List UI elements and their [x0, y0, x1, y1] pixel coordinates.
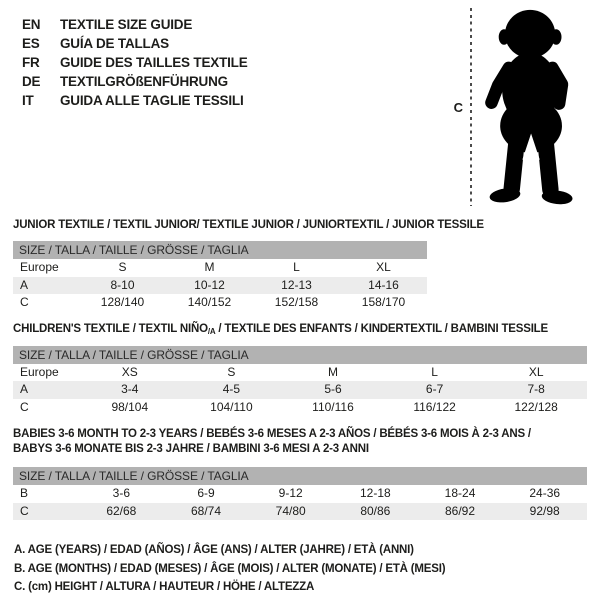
value-cell: 3-6	[112, 486, 130, 500]
header	[13, 0, 587, 205]
row-label: Europe	[20, 364, 59, 379]
size-header-band: SIZE / TALLA / TAILLE / GRÖSSE / TAGLIA	[13, 346, 587, 364]
row-label: A	[20, 382, 29, 396]
language-row-de	[22, 72, 248, 91]
value-cell: 116/122	[413, 399, 456, 414]
language-text: TEXTILE SIZE GUIDE	[60, 17, 193, 32]
table-row-europe	[13, 259, 427, 277]
table-row-age	[13, 381, 587, 399]
value-cell: 6-7	[425, 382, 444, 396]
language-text: TEXTILGRÖßENFÜHRUNG	[60, 74, 228, 89]
size-header-band: SIZE / TALLA / TAILLE / GRÖSSE / TAGLIA	[13, 241, 427, 259]
table-row-age	[13, 277, 427, 295]
title-line-2: BABYS 3-6 MONATE BIS 2-3 JAHRE / BAMBINI 3-6 MESI A 2-3 ANNI	[13, 443, 369, 455]
section-babies-title	[13, 427, 587, 457]
language-text: GUIDA ALLE TAGLIE TESSILI	[60, 93, 244, 108]
language-code: IT	[22, 93, 34, 108]
language-row-en	[22, 15, 248, 34]
language-text: GUIDE DES TAILLES TEXTILE	[60, 55, 248, 70]
value-cell: 98/104	[111, 399, 149, 414]
value-cell: 62/68	[106, 503, 137, 518]
value-cell: 12-18	[360, 486, 391, 500]
value-cell: 12-13	[281, 277, 312, 292]
value-cell: 14-16	[368, 277, 399, 292]
language-text: GUÍA DE TALLAS	[60, 36, 169, 51]
value-cell: 5-6	[324, 382, 342, 396]
language-row-it	[22, 91, 248, 110]
size-cell: S	[227, 364, 236, 379]
value-cell: 4-5	[222, 382, 241, 396]
size-cell: L	[293, 260, 300, 274]
language-code: DE	[22, 74, 41, 89]
value-cell: 104/110	[210, 399, 253, 414]
row-label: B	[20, 486, 29, 500]
children-size-table	[13, 346, 587, 417]
size-header-band: SIZE / TALLA / TAILLE / GRÖSSE / TAGLIA	[13, 467, 587, 485]
value-cell: 18-24	[444, 486, 476, 500]
value-cell: 68/74	[190, 503, 222, 518]
height-measure-label: C	[453, 99, 463, 115]
size-cell: XL	[528, 364, 544, 379]
section-junior	[13, 219, 587, 312]
language-row-fr	[22, 53, 248, 72]
size-cell: M	[327, 364, 338, 379]
section-junior-title: JUNIOR TEXTILE / TEXTIL JUNIOR/ TEXTILE JUNIOR / JUNIORTEXTIL / JUNIOR TESSILE	[13, 219, 484, 231]
value-cell: 9-12	[278, 486, 303, 500]
value-cell: 128/140	[100, 295, 145, 309]
baby-silhouette-icon	[479, 8, 587, 206]
value-cell: 10-12	[194, 277, 225, 292]
title-part: / TEXTILE DES ENFANTS / KINDERTEXTIL / BAMBINI TESSILE	[215, 322, 548, 335]
row-label: Europe	[20, 260, 59, 274]
value-cell: 122/128	[514, 399, 558, 414]
section-children	[13, 323, 587, 417]
title-part: CHILDREN'S TEXTILE / TEXTIL NIÑO	[13, 322, 208, 335]
section-children-title	[13, 323, 587, 336]
value-cell: 158/170	[361, 295, 406, 309]
junior-size-table	[13, 241, 427, 312]
table-row-height	[13, 399, 587, 417]
value-cell: 7-8	[527, 382, 545, 396]
value-cell: 3-4	[121, 382, 139, 396]
row-label: A	[20, 277, 29, 292]
footnote-age-months: B. AGE (MONTHS) / EDAD (MESES) / ÂGE (MOIS) / ALTER (MONATE) / ETÀ (MESI)	[14, 562, 446, 575]
footnote-age-years: A. AGE (YEARS) / EDAD (AÑOS) / ÂGE (ANS) / ALTER (JAHRE) / ETÀ (ANNI)	[14, 544, 414, 556]
legend-footnotes	[13, 541, 587, 597]
value-cell: 110/116	[312, 399, 354, 414]
value-cell: 140/152	[187, 295, 232, 309]
size-cell: L	[431, 364, 438, 379]
value-cell: 6-9	[197, 486, 215, 500]
table-row-europe	[13, 364, 587, 382]
language-code: ES	[22, 36, 40, 51]
size-cell: XL	[376, 260, 391, 274]
value-cell: 92/98	[529, 503, 560, 518]
language-code: FR	[22, 55, 40, 70]
height-measure-figure	[454, 8, 587, 206]
size-cell: XS	[121, 364, 138, 379]
value-cell: 80/86	[360, 503, 391, 518]
title-subscript: /A	[207, 326, 216, 336]
table-row-height	[13, 503, 587, 521]
table-row-months	[13, 485, 587, 503]
value-cell: 8-10	[110, 277, 135, 292]
language-code: EN	[22, 17, 41, 32]
section-babies	[13, 427, 587, 520]
language-list	[13, 15, 248, 110]
row-label: C	[20, 503, 29, 518]
table-row-height	[13, 294, 427, 312]
size-cell: M	[204, 260, 215, 274]
row-label: C	[20, 295, 29, 309]
title-line-1: BABIES 3-6 MONTH TO 2-3 YEARS / BEBÉS 3-6 MESES A 2-3 AÑOS / BÉBÉS 3-6 MOIS À 2-3 ANS /	[13, 428, 531, 440]
value-cell: 86/92	[445, 503, 476, 518]
size-cell: S	[118, 260, 127, 274]
value-cell: 24-36	[529, 486, 561, 500]
dashed-measure-line	[470, 8, 472, 206]
value-cell: 74/80	[275, 503, 306, 518]
value-cell: 152/158	[274, 295, 319, 309]
babies-size-table	[13, 467, 587, 520]
language-row-es	[22, 34, 248, 53]
footnote-height-cm: C. (cm) HEIGHT / ALTURA / HAUTEUR / HÖHE / ALTEZZA	[14, 581, 315, 593]
row-label: C	[20, 399, 29, 414]
